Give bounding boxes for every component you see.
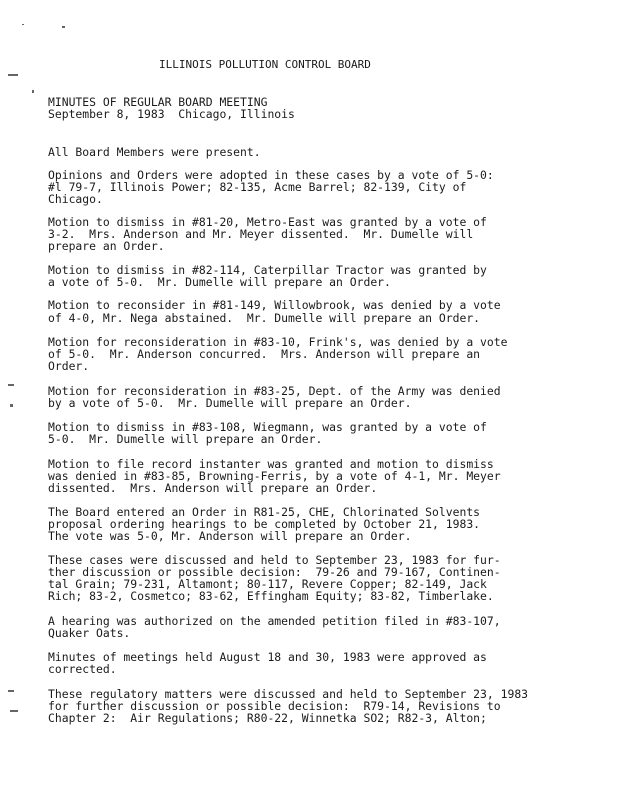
paragraph-line: A hearing was authorized on the amended petition filed in #83-107, bbox=[48, 614, 501, 628]
meeting-date-location: September 8, 1983 Chicago, Illinois bbox=[48, 107, 295, 121]
paragraph-line: 3-2. Mrs. Anderson and Mr. Meyer dissented. Mr. Dumelle will bbox=[48, 227, 474, 241]
paragraph-line: by a vote of 5-0. Mr. Dumelle will prepare an Order. bbox=[48, 396, 412, 410]
attendance-line: All Board Members were present. bbox=[48, 145, 261, 159]
paragraph-line: a vote of 5-0. Mr. Dumelle will prepare an Order. bbox=[48, 275, 391, 289]
paragraph-line: Opinions and Orders were adopted in these cases by a vote of 5-0: bbox=[48, 168, 494, 182]
paragraph-line: 5-0. Mr. Dumelle will prepare an Order. bbox=[48, 432, 323, 446]
paragraph-line: The Board entered an Order in R81-25, CHE, Chlorinated Solvents bbox=[48, 505, 481, 519]
paragraph-line: Minutes of meetings held August 18 and 30, 1983 were approved as bbox=[48, 650, 487, 664]
paragraph-line: prepare an Order. bbox=[48, 239, 165, 253]
paragraph-line: Chicago. bbox=[48, 192, 103, 206]
paragraph-line: for further discussion or possible decision: R79-14, Revisions to bbox=[48, 699, 501, 713]
paragraph-line: ther discussion or possible decision: 79-26 and 79-167, Continen- bbox=[48, 565, 501, 579]
paragraph-line: The vote was 5-0, Mr. Anderson will prepare an Order. bbox=[48, 529, 412, 543]
paragraph-line: corrected. bbox=[48, 662, 117, 676]
paragraph-line: Order. bbox=[48, 359, 90, 373]
paragraph-line: Rich; 83-2, Cosmetco; 83-62, Effingham Equity; 83-82, Timberlake. bbox=[48, 589, 494, 603]
paragraph-line: Motion to dismiss in #83-108, Wiegmann, was granted by a vote of bbox=[48, 420, 487, 434]
minutes-title: MINUTES OF REGULAR BOARD MEETING bbox=[48, 95, 268, 109]
paragraph-line: Chapter 2: Air Regulations; R80-22, Winnetka SO2; R82-3, Alton; bbox=[48, 711, 487, 725]
paragraph-line: These regulatory matters were discussed and held to September 23, 1983 bbox=[48, 687, 529, 701]
board-header: ILLINOIS POLLUTION CONTROL BOARD bbox=[159, 58, 371, 71]
paragraph-line: dissented. Mrs. Anderson will prepare an Order. bbox=[48, 481, 378, 495]
paragraph-line: tal Grain; 79-231, Altamont; 80-117, Revere Copper; 82-149, Jack bbox=[48, 577, 487, 591]
paragraph-line: Quaker Oats. bbox=[48, 626, 131, 640]
paragraph-line: Motion to reconsider in #81-149, Willowbrook, was denied by a vote bbox=[48, 298, 501, 312]
paragraph-line: These cases were discussed and held to September 23, 1983 for fur- bbox=[48, 553, 501, 567]
paragraph-line: Motion to file record instanter was granted and motion to dismiss bbox=[48, 457, 494, 471]
paragraph-line: Motion for reconsideration in #83-25, Dept. of the Army was denied bbox=[48, 384, 501, 398]
paragraph-line: was denied in #83-85, Browning-Ferris, by a vote of 4-1, Mr. Meyer bbox=[48, 469, 501, 483]
paragraph-line: Motion to dismiss in #81-20, Metro-East was granted by a vote of bbox=[48, 215, 487, 229]
paragraph-line: Motion to dismiss in #82-114, Caterpillar Tractor was granted by bbox=[48, 263, 487, 277]
paragraph-line: Motion for reconsideration in #83-10, Frink's, was denied by a vote bbox=[48, 335, 508, 349]
paragraph-line: of 4-0, Mr. Nega abstained. Mr. Dumelle will prepare an Order. bbox=[48, 311, 481, 325]
paragraph-line: #l 79-7, Illinois Power; 82-135, Acme Barrel; 82-139, City of bbox=[48, 180, 467, 194]
paragraph-line: proposal ordering hearings to be completed by October 21, 1983. bbox=[48, 517, 481, 531]
paragraph-line: of 5-0. Mr. Anderson concurred. Mrs. Anderson will prepare an bbox=[48, 347, 481, 361]
